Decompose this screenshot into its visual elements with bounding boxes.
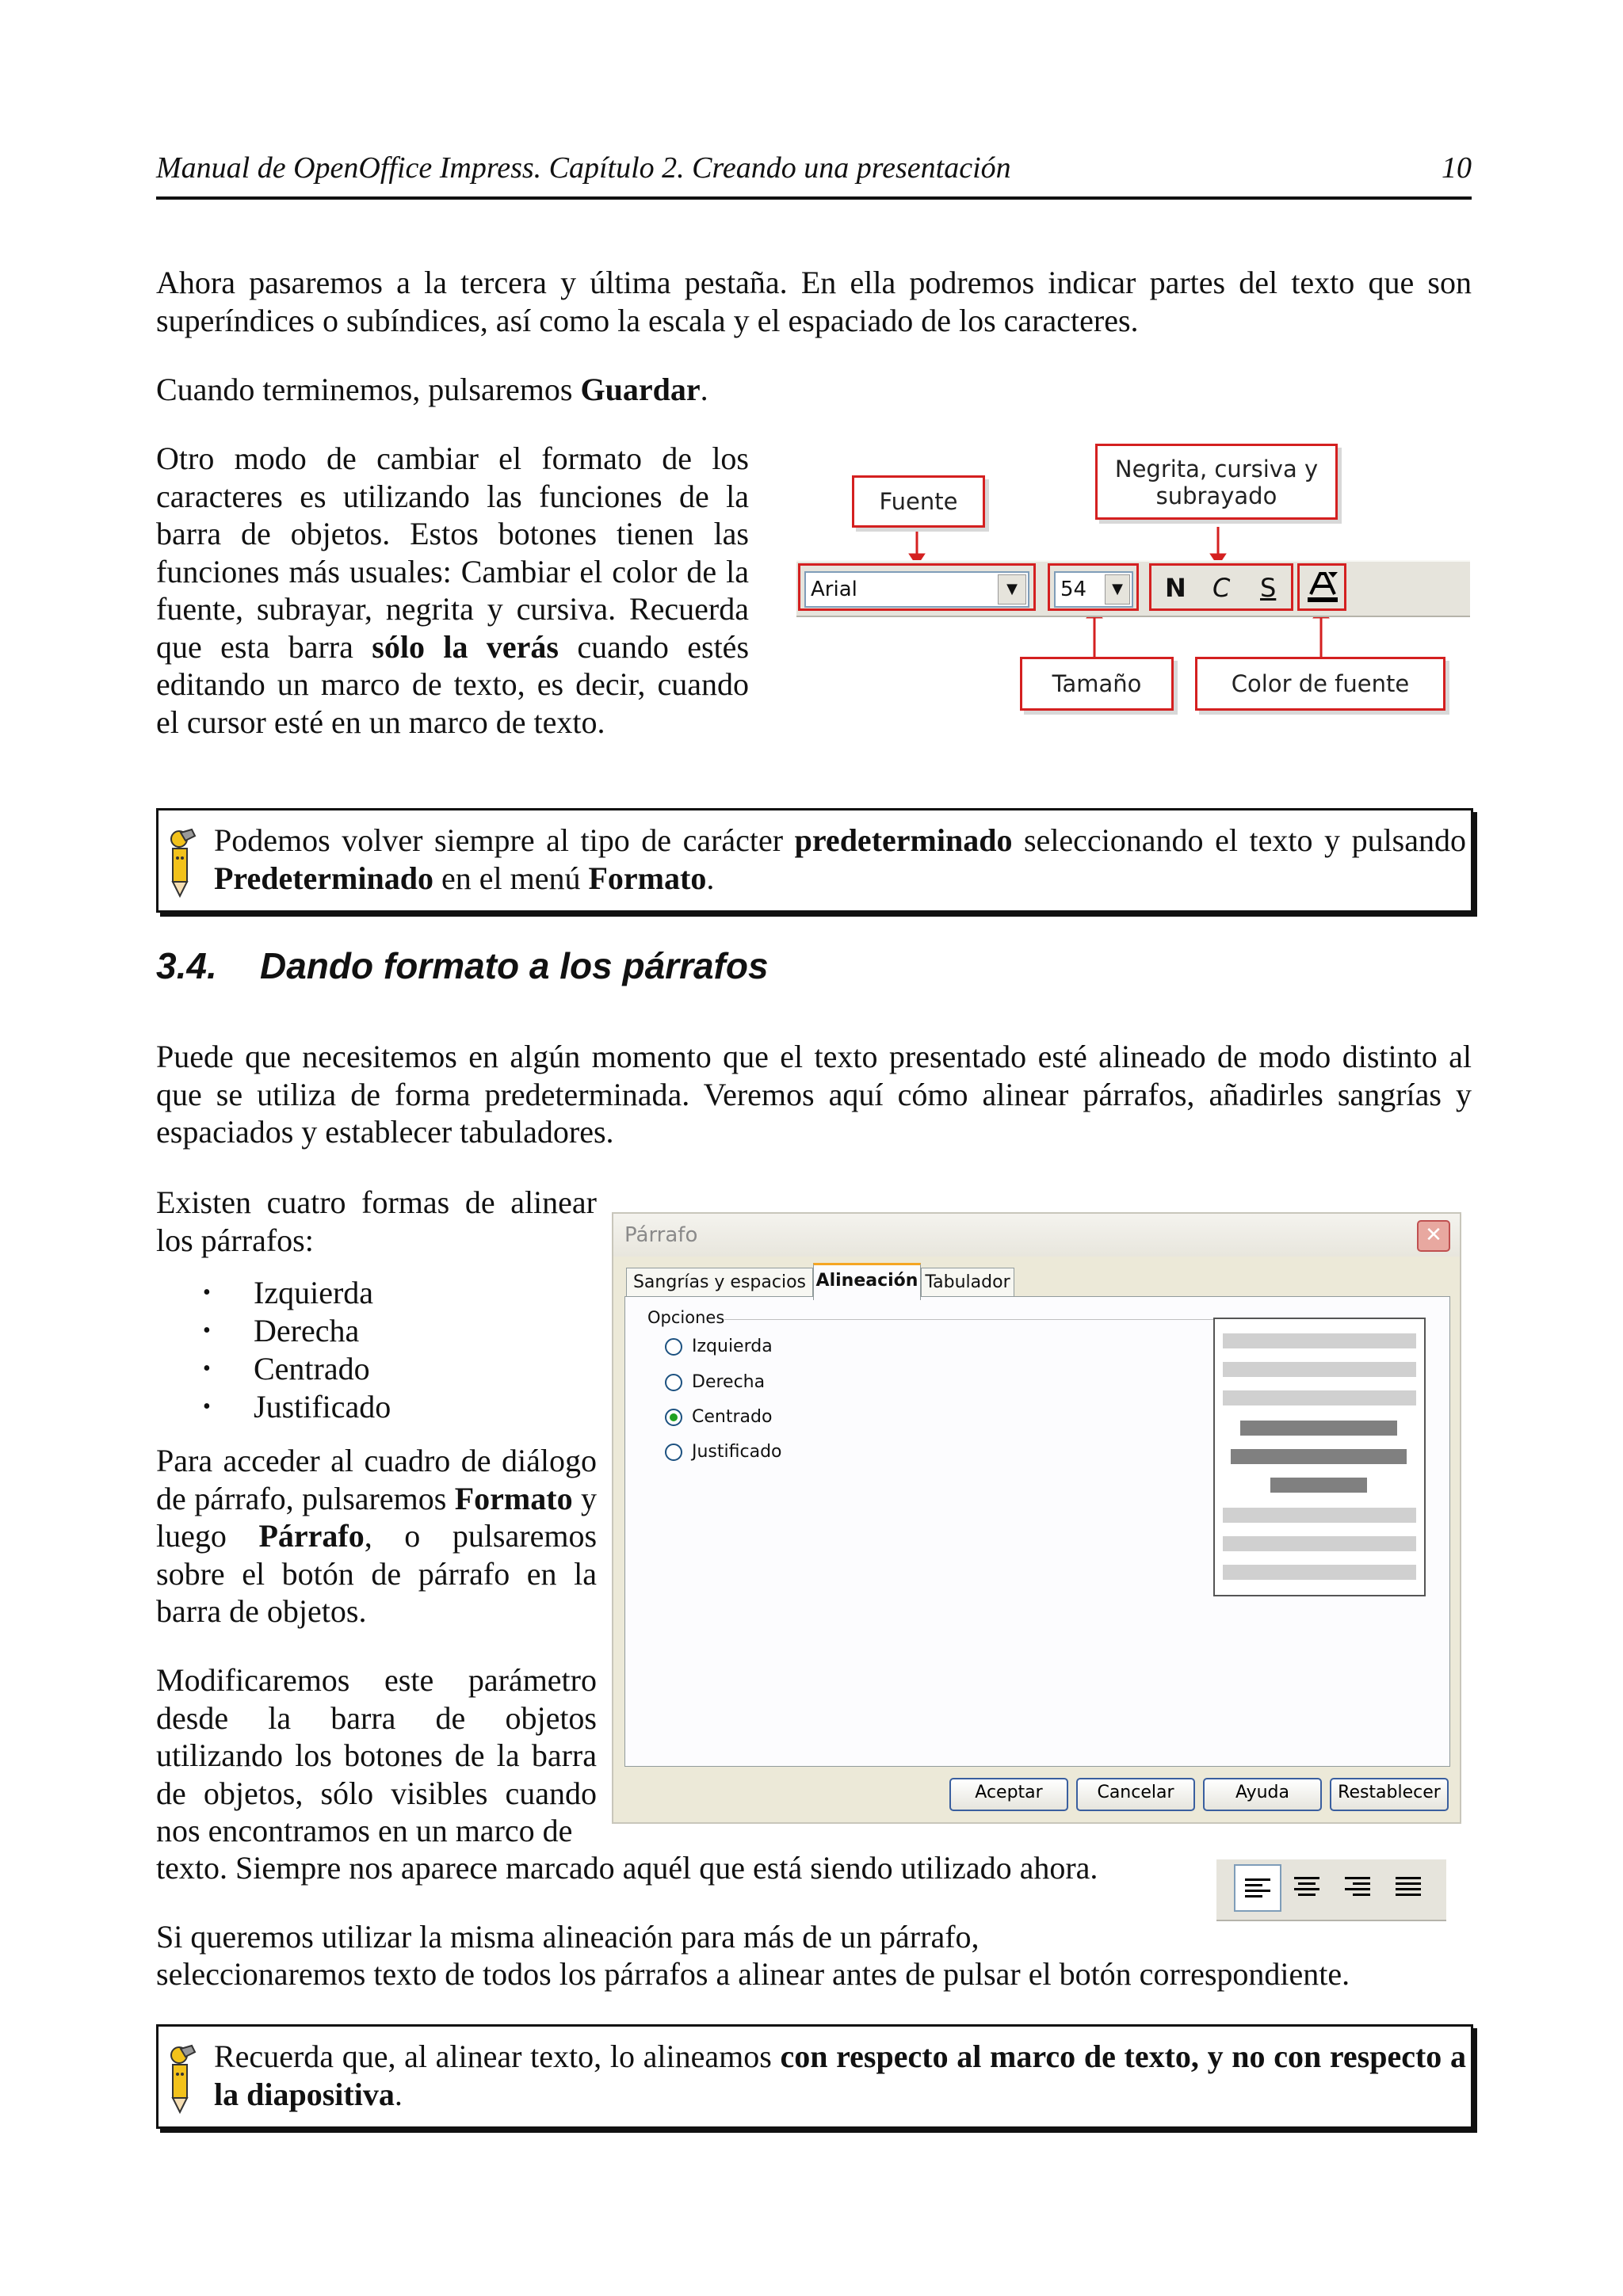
align-justify-icon (1386, 1864, 1430, 1909)
align-left-icon (1235, 1866, 1280, 1910)
callout-bold-italic-underline: Negrita, cursiva y subrayado (1095, 444, 1338, 520)
divider (724, 1319, 1235, 1320)
list-item: • Izquierda (254, 1274, 391, 1312)
align-right-button[interactable] (1335, 1864, 1383, 1912)
font-name-combo[interactable] (804, 571, 1029, 608)
font-size-value: 54 (1060, 578, 1087, 601)
font-name-value: Arial (811, 578, 857, 601)
section-number: 3.4. (156, 945, 217, 986)
bold-text: Formato (454, 1480, 573, 1516)
paragraph-multiple-b: seleccionaremos texto de todos los párrafos a alinear antes de pulsar el botón correspondiente. (156, 1956, 1350, 1992)
italic-button[interactable]: C (1212, 573, 1231, 603)
align-justify-button[interactable] (1386, 1864, 1434, 1912)
radio-center-selected[interactable] (665, 1409, 682, 1426)
tab-panel (624, 1296, 1450, 1767)
paragraph-dialog (612, 1212, 1461, 1824)
tab-alignment[interactable]: Alineación (813, 1263, 921, 1300)
text: . (706, 860, 715, 896)
bold-text: predeterminado (794, 822, 1013, 858)
underline-button[interactable]: S (1260, 573, 1277, 603)
paragraph-intro: Ahora pasaremos a la tercera y última pestaña. En ella podremos indicar partes del texto que son superíndices o subíndices, así como la escala y el espaciado de los caracteres. (156, 265, 1472, 338)
paragraph-four-ways: Existen cuatro formas de alinear los párrafos: (156, 1184, 597, 1258)
page-number: 10 (1442, 151, 1472, 185)
align-center-button[interactable] (1285, 1864, 1332, 1912)
list-item: • Derecha (254, 1312, 391, 1350)
header-rule (156, 196, 1472, 200)
options-group-label: Opciones (647, 1308, 725, 1327)
note-text (214, 2038, 1466, 2114)
paragraph-alignment-intro: Puede que necesitemos en algún momento que el texto presentado esté alineado de modo distinto al que se utiliza de forma predeterminada. Veremos aquí cómo alinear párrafos, añadirles sangrías y espaciados y establecer tabuladores. (156, 1039, 1472, 1150)
font-color-icon[interactable] (1306, 570, 1339, 605)
option-left-label: Izquierda (692, 1337, 773, 1356)
note-text (214, 822, 1466, 898)
text: seleccionando el texto y pulsando (1012, 822, 1467, 858)
align-center-icon (1285, 1864, 1329, 1909)
cancel-button[interactable]: Cancelar (1076, 1778, 1195, 1811)
tab-tabs[interactable]: Tabulador (921, 1268, 1014, 1297)
note-box (156, 2024, 1473, 2129)
option-center-label: Centrado (692, 1407, 773, 1427)
help-button[interactable]: Ayuda (1203, 1778, 1322, 1811)
text: . (700, 372, 708, 407)
text: . (394, 2077, 403, 2112)
option-right-label: Derecha (692, 1372, 766, 1392)
section-title: Dando formato a los párrafos (260, 945, 769, 986)
bold-text: Párrafo (258, 1518, 365, 1554)
text: Cuando terminemos, pulsaremos (156, 372, 581, 407)
text: Para acceder al cuadro de diálogo de párrafo, pulsaremos (156, 1443, 597, 1516)
callout-size: Tamaño (1020, 657, 1174, 711)
paragraph-access-dialog (156, 1442, 597, 1630)
paragraph-modify-b: texto. Siempre nos aparece marcado aquél que está siendo utilizado ahora. (156, 1850, 1098, 1886)
dialog-titlebar (613, 1214, 1460, 1257)
radio-right[interactable] (665, 1374, 682, 1391)
alignment-preview (1213, 1318, 1426, 1596)
text: Recuerda que, al alinear texto, lo alineamos (214, 2039, 781, 2074)
dialog-title: Párrafo (624, 1223, 698, 1247)
text: , o pulsaremos sobre el botón de párrafo en la barra de objetos. (156, 1518, 598, 1629)
paragraph-toolbar (156, 440, 749, 741)
text: y luego (156, 1480, 597, 1554)
align-right-icon (1335, 1864, 1380, 1909)
paragraph-modify-a: Modificaremos este parámetro desde la barra de objetos utilizando los botones de la barra de objetos, sólo visibles cuando nos encontramos en un marco de (156, 1662, 597, 1848)
pencil-note-icon (165, 2044, 200, 2115)
toolbar-figure (792, 440, 1490, 725)
bold-text: Formato (588, 860, 707, 896)
list-item: • Centrado (254, 1350, 391, 1388)
list-item: • Justificado (254, 1388, 391, 1426)
bold-text: Guardar (580, 372, 701, 407)
text: cuando estés editando un marco de texto, es decir, cuando el cursor esté en un marco de texto. (156, 628, 750, 740)
callout-font: Fuente (852, 475, 985, 528)
align-left-button[interactable] (1234, 1864, 1281, 1912)
bold-text: con respecto al marco de texto, y no con respecto a la diapositiva (214, 2039, 1466, 2112)
text: Otro modo de cambiar el formato de los caracteres es utilizando las funciones de la barra de objetos. Estos botones tienen las funciones más usuales: Cambiar el color de la fuente, subrayar, negrita y cursiva. Recuerda que esta barra (156, 441, 749, 665)
bold-button[interactable]: N (1165, 573, 1186, 603)
ok-button[interactable]: Aceptar (949, 1778, 1068, 1811)
paragraph-multiple-a: Si queremos utilizar la misma alineación para más de un párrafo, (156, 1919, 980, 1955)
page-header-title: Manual de OpenOffice Impress. Capítulo 2. Creando una presentación (156, 151, 1011, 185)
option-justify-label: Justificado (692, 1442, 782, 1462)
radio-justify[interactable] (665, 1444, 682, 1461)
bold-text: Predeterminado (214, 860, 433, 896)
note-box (156, 808, 1473, 913)
alignment-list (254, 1274, 391, 1426)
font-size-combo[interactable] (1054, 571, 1133, 608)
callout-font-color: Color de fuente (1195, 657, 1445, 711)
close-icon[interactable]: ✕ (1417, 1220, 1450, 1252)
pencil-note-icon (165, 828, 200, 899)
tab-indents-spacing[interactable]: Sangrías y espacios (626, 1268, 813, 1297)
radio-left[interactable] (665, 1338, 682, 1356)
paragraph-save (156, 371, 1472, 409)
chevron-down-icon[interactable]: ▼ (1105, 574, 1130, 605)
chevron-down-icon[interactable]: ▼ (998, 574, 1026, 605)
reset-button[interactable]: Restablecer (1330, 1778, 1449, 1811)
text: Podemos volver siempre al tipo de carácter (214, 822, 795, 858)
alignment-toolbar (1216, 1859, 1446, 1921)
text: en el menú (433, 860, 589, 896)
bold-text: sólo la verás (372, 628, 559, 665)
